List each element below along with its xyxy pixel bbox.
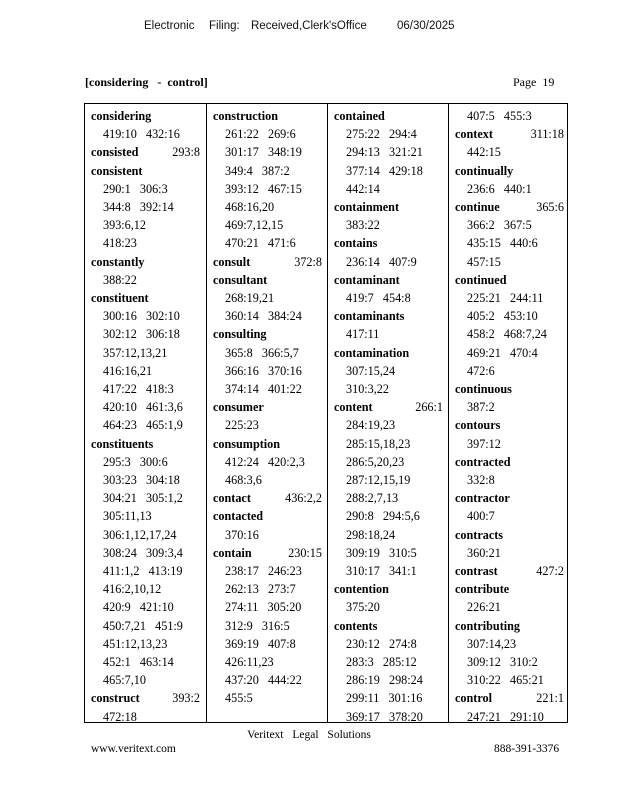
page-line-refs: 230:12 274:8: [346, 636, 417, 651]
index-ref-line: [449, 708, 576, 726]
page-number: Page 19: [513, 75, 555, 89]
index-term: [328, 344, 443, 362]
index-ref-line: [85, 380, 212, 398]
index-term: [85, 143, 200, 161]
page-line-refs: 300:16 302:10: [103, 309, 180, 324]
term-label: contours: [455, 418, 501, 433]
index-ref-line: [207, 143, 334, 161]
inline-page-ref: 393:2: [172, 691, 200, 706]
page-line-refs: 465:7,10: [103, 673, 146, 688]
page-line-refs: 286:19 298:24: [346, 673, 423, 688]
term-label: consistent: [91, 163, 143, 178]
index-ref-line: [328, 143, 455, 161]
term-label: contains: [334, 236, 378, 251]
page-line-refs: 374:14 401:22: [225, 382, 302, 396]
page-line-refs: 236:6 440:1: [467, 181, 532, 196]
index-ref-line: [85, 344, 212, 362]
term-label: constantly: [91, 254, 145, 269]
page-line-refs: 309:12 310:2: [467, 655, 538, 669]
index-column-4: [448, 104, 569, 722]
index-ref-line: [85, 562, 212, 580]
index-column-1: [85, 104, 206, 722]
page-line-refs: 470:21 471:6: [225, 236, 296, 251]
term-label: contact: [213, 491, 251, 506]
page-line-refs: 375:20: [346, 600, 380, 615]
index-ref-line: [328, 653, 455, 671]
index-ref-line: [207, 453, 334, 471]
page-line-refs: 393:12 467:15: [225, 181, 302, 196]
index-ref-line: [328, 489, 455, 507]
index-ref-line: [207, 617, 334, 635]
index-term: [85, 162, 200, 180]
term-label: continually: [455, 163, 514, 178]
page-line-refs: 472:18: [103, 709, 137, 724]
page-line-refs: 301:17 348:19: [225, 145, 302, 160]
inline-page-ref: 311:18: [530, 127, 564, 142]
page-line-refs: 393:6,12: [103, 218, 146, 233]
page-line-refs: 344:8 392:14: [103, 200, 174, 214]
page-line-refs: 247:21 291:10: [467, 709, 544, 724]
index-ref-line: [449, 289, 576, 307]
page-line-refs: 418:23: [103, 236, 137, 251]
index-ref-line: [328, 689, 455, 707]
index-ref-line: [328, 453, 455, 471]
term-label: context: [455, 127, 493, 142]
term-label: consisted: [91, 145, 139, 160]
page-line-refs: 294:13 321:21: [346, 145, 423, 160]
index-ref-line: [85, 653, 212, 671]
term-label: contaminant: [334, 272, 400, 287]
index-ref-line: [449, 107, 576, 125]
index-ref-line: [207, 125, 334, 143]
term-label: consumer: [213, 400, 264, 415]
page-line-refs: 417:11: [346, 327, 380, 342]
index-ref-line: [207, 416, 334, 434]
index-ref-line: [449, 307, 576, 325]
page-line-refs: 309:19 310:5: [346, 545, 417, 560]
page-line-refs: 299:11 301:16: [346, 691, 423, 706]
index-table: [84, 103, 568, 723]
index-ref-line: [85, 307, 212, 325]
page-line-refs: 262:13 273:7: [225, 582, 296, 597]
page-line-refs: 366:16 370:16: [225, 363, 302, 378]
index-ref-line: [449, 471, 576, 489]
term-label: containment: [334, 200, 399, 214]
page-line-refs: 305:11,13: [103, 509, 152, 524]
index-term: [85, 689, 200, 707]
page-line-refs: 442:14: [346, 181, 380, 196]
page-line-refs: 284:19,23: [346, 418, 396, 433]
term-label: contrast: [455, 564, 498, 578]
page-line-refs: 426:11,23: [225, 655, 274, 669]
page-line-refs: 388:22: [103, 272, 137, 287]
index-term: [328, 234, 443, 252]
term-label: consulting: [213, 327, 267, 342]
index-ref-line: [207, 180, 334, 198]
index-ref-line: [85, 598, 212, 616]
index-ref-line: [85, 617, 212, 635]
index-ref-line: [85, 398, 212, 416]
page-line-refs: 452:1 463:14: [103, 655, 174, 669]
index-ref-line: [207, 471, 334, 489]
term-label: contamination: [334, 345, 410, 360]
index-term: [85, 107, 200, 125]
index-ref-line: [328, 507, 455, 525]
index-ref-line: [207, 289, 334, 307]
term-label: constituents: [91, 436, 154, 451]
index-term: [328, 198, 443, 216]
index-ref-line: [85, 526, 212, 544]
index-term: [449, 271, 564, 289]
page-line-refs: 420:9 421:10: [103, 600, 174, 615]
index-term: [449, 562, 564, 580]
page-line-refs: 468:3,6: [225, 473, 262, 487]
index-term: [449, 380, 564, 398]
index-term: [207, 489, 322, 507]
index-ref-line: [449, 143, 576, 161]
inline-page-ref: 293:8: [172, 145, 200, 160]
index-ref-line: [449, 544, 576, 562]
page-line-refs: 420:10 461:3,6: [103, 400, 183, 415]
index-term: [207, 507, 322, 525]
page-line-refs: 226:21: [467, 600, 501, 615]
index-column-3: [327, 104, 448, 722]
page-line-refs: 468:16,20: [225, 200, 275, 214]
page-line-refs: 306:1,12,17,24: [103, 527, 177, 542]
index-ref-line: [328, 471, 455, 489]
index-ref-line: [207, 671, 334, 689]
index-ref-line: [328, 125, 455, 143]
index-ref-line: [449, 635, 576, 653]
page-line-refs: 365:8 366:5,7: [225, 345, 299, 360]
term-label: contribute: [455, 582, 510, 597]
index-term: [328, 107, 443, 125]
inline-page-ref: 221:1: [536, 691, 564, 706]
term-label: contained: [334, 109, 385, 123]
index-ref-line: [449, 653, 576, 671]
page-line-refs: 298:18,24: [346, 527, 396, 542]
index-ref-line: [207, 598, 334, 616]
index-ref-line: [207, 562, 334, 580]
index-range: [considering - control]: [85, 75, 208, 89]
index-ref-line: [207, 344, 334, 362]
index-term: [449, 453, 564, 471]
term-label: constituent: [91, 291, 149, 305]
index-ref-line: [85, 708, 212, 726]
index-term: [449, 580, 564, 598]
page-line-refs: 416:2,10,12: [103, 582, 162, 597]
page-line-refs: 332:8: [467, 473, 495, 487]
page-line-refs: 307:14,23: [467, 636, 517, 651]
index-term: [449, 526, 564, 544]
term-label: contributing: [455, 618, 521, 633]
index-ref-line: [207, 234, 334, 252]
page-line-refs: 225:21 244:11: [467, 291, 544, 305]
page-line-refs: 469:7,12,15: [225, 218, 284, 233]
index-term: [328, 307, 443, 325]
page-line-refs: 464:23 465:1,9: [103, 418, 183, 433]
index-ref-line: [207, 580, 334, 598]
page-line-refs: 238:17 246:23: [225, 564, 302, 578]
term-label: contention: [334, 582, 389, 597]
index-ref-line: [328, 289, 455, 307]
index-ref-line: [85, 325, 212, 343]
inline-page-ref: 230:15: [288, 545, 322, 560]
term-label: control: [455, 691, 493, 706]
index-ref-line: [207, 380, 334, 398]
stamp-date: 06/30/2025: [397, 20, 455, 32]
page-line-refs: 366:2 367:5: [467, 218, 532, 233]
index-ref-line: [207, 653, 334, 671]
page-line-refs: 308:24 309:3,4: [103, 545, 183, 560]
page-line-refs: 419:7 454:8: [346, 291, 411, 305]
footer-phone: 888-391-3376: [494, 743, 560, 755]
page-line-refs: 397:12: [467, 436, 501, 451]
page-line-refs: 435:15 440:6: [467, 236, 538, 251]
page-line-refs: 312:9 316:5: [225, 618, 290, 633]
index-ref-line: [328, 380, 455, 398]
page-line-refs: 377:14 429:18: [346, 163, 423, 178]
index-column-2: [206, 104, 327, 722]
page-line-refs: 417:22 418:3: [103, 382, 174, 396]
index-term: [328, 271, 443, 289]
page-line-refs: 407:5 455:3: [467, 109, 532, 123]
index-ref-line: [328, 253, 455, 271]
term-label: contain: [213, 545, 252, 560]
index-ref-line: [207, 362, 334, 380]
term-label: contractor: [455, 491, 510, 506]
index-ref-line: [449, 234, 576, 252]
index-ref-line: [207, 162, 334, 180]
index-ref-line: [85, 180, 212, 198]
index-ref-line: [328, 526, 455, 544]
index-term: [328, 398, 443, 416]
index-ref-line: [449, 598, 576, 616]
page-line-refs: 400:7: [467, 509, 495, 524]
page-line-refs: 419:10 432:16: [103, 127, 180, 142]
index-ref-line: [449, 435, 576, 453]
page-line-refs: 412:24 420:2,3: [225, 454, 305, 469]
index-ref-line: [207, 635, 334, 653]
term-label: continue: [455, 200, 500, 214]
index-ref-line: [85, 453, 212, 471]
term-label: contracted: [455, 454, 511, 469]
index-ref-line: [207, 307, 334, 325]
page-line-refs: 310:22 465:21: [467, 673, 544, 688]
index-term: [85, 289, 200, 307]
inline-page-ref: 372:8: [294, 254, 322, 269]
page-line-refs: 455:5: [225, 691, 253, 706]
page-line-refs: 303:23 304:18: [103, 473, 180, 487]
page-line-refs: 458:2 468:7,24: [467, 327, 547, 342]
index-ref-line: [328, 216, 455, 234]
index-term: [207, 107, 322, 125]
page-line-refs: 285:15,18,23: [346, 436, 411, 451]
page-line-refs: 469:21 470:4: [467, 345, 538, 360]
index-term: [449, 198, 564, 216]
index-term: [207, 398, 322, 416]
footer-company: Veritext Legal Solutions: [247, 729, 371, 741]
index-ref-line: [85, 671, 212, 689]
index-ref-line: [328, 180, 455, 198]
index-term: [449, 689, 564, 707]
term-label: construction: [213, 109, 278, 123]
page-line-refs: 286:5,20,23: [346, 454, 405, 469]
page-line-refs: 268:19,21: [225, 291, 275, 305]
index-term: [449, 416, 564, 434]
page-line-refs: 457:15: [467, 254, 501, 269]
index-ref-line: [328, 635, 455, 653]
page-line-refs: 360:14 384:24: [225, 309, 302, 324]
index-ref-line: [449, 344, 576, 362]
stamp-electronic: Electronic: [144, 20, 195, 32]
index-term: [328, 580, 443, 598]
index-ref-line: [449, 398, 576, 416]
index-term: [207, 325, 322, 343]
index-term: [449, 617, 564, 635]
page-line-refs: 290:8 294:5,6: [346, 509, 420, 524]
page-line-refs: 349:4 387:2: [225, 163, 290, 178]
page-line-refs: 261:22 269:6: [225, 127, 296, 142]
page-line-refs: 416:16,21: [103, 363, 153, 378]
page-line-refs: 442:15: [467, 145, 501, 160]
index-ref-line: [85, 362, 212, 380]
index-ref-line: [85, 216, 212, 234]
stamp-filing: Filing:: [209, 20, 240, 32]
index-ref-line: [328, 435, 455, 453]
index-term: [207, 271, 322, 289]
index-ref-line: [85, 489, 212, 507]
term-label: contaminants: [334, 309, 405, 324]
page-line-refs: 283:3 285:12: [346, 655, 417, 669]
index-ref-line: [207, 526, 334, 544]
index-ref-line: [85, 580, 212, 598]
index-ref-line: [449, 507, 576, 525]
page-line-refs: 310:3,22: [346, 382, 389, 396]
term-label: contents: [334, 618, 378, 633]
index-ref-line: [85, 234, 212, 252]
term-label: construct: [91, 691, 140, 706]
index-ref-line: [85, 416, 212, 434]
page-line-refs: 274:11 305:20: [225, 600, 302, 615]
term-label: contacted: [213, 509, 264, 524]
page-line-refs: 287:12,15,19: [346, 473, 411, 487]
index-ref-line: [85, 198, 212, 216]
page-line-refs: 437:20 444:22: [225, 673, 302, 688]
index-ref-line: [207, 198, 334, 216]
term-label: considering: [91, 109, 152, 123]
index-ref-line: [449, 180, 576, 198]
page-line-refs: 225:23: [225, 418, 259, 433]
index-term: [449, 162, 564, 180]
inline-page-ref: 266:1: [415, 400, 443, 415]
term-label: continued: [455, 272, 507, 287]
index-term: [207, 435, 322, 453]
index-ref-line: [207, 216, 334, 234]
page-line-refs: 302:12 306:18: [103, 327, 180, 342]
page-line-refs: 369:17 378:20: [346, 709, 423, 724]
index-ref-line: [449, 216, 576, 234]
index-ref-line: [85, 507, 212, 525]
page-line-refs: 304:21 305:1,2: [103, 491, 183, 506]
index-term: [85, 253, 200, 271]
page-line-refs: 357:12,13,21: [103, 345, 168, 360]
term-label: consumption: [213, 436, 281, 451]
page-line-refs: 275:22 294:4: [346, 127, 417, 142]
page-line-refs: 387:2: [467, 400, 495, 415]
index-ref-line: [328, 598, 455, 616]
term-label: continuous: [455, 382, 512, 396]
page-line-refs: 370:16: [225, 527, 259, 542]
index-term: [207, 253, 322, 271]
inline-page-ref: 427:2: [536, 564, 564, 578]
page-line-refs: 236:14 407:9: [346, 254, 417, 269]
index-ref-line: [328, 562, 455, 580]
index-ref-line: [328, 544, 455, 562]
page-line-refs: 307:15,24: [346, 363, 396, 378]
term-label: content: [334, 400, 373, 415]
index-term: [449, 489, 564, 507]
page-line-refs: 288:2,7,13: [346, 491, 399, 506]
page-line-refs: 290:1 306:3: [103, 181, 168, 196]
index-ref-line: [449, 325, 576, 343]
index-term: [207, 544, 322, 562]
index-ref-line: [449, 253, 576, 271]
index-ref-line: [85, 544, 212, 562]
page-line-refs: 310:17 341:1: [346, 564, 417, 578]
index-ref-line: [328, 325, 455, 343]
footer-website: www.veritext.com: [91, 743, 176, 755]
page-line-refs: 405:2 453:10: [467, 309, 538, 324]
index-ref-line: [207, 689, 334, 707]
page-line-refs: 383:22: [346, 218, 380, 233]
page-line-refs: 411:1,2 413:19: [103, 564, 183, 578]
index-ref-line: [85, 271, 212, 289]
index-ref-line: [449, 362, 576, 380]
index-ref-line: [85, 635, 212, 653]
index-ref-line: [449, 671, 576, 689]
index-ref-line: [328, 671, 455, 689]
page-line-refs: 451:12,13,23: [103, 636, 168, 651]
page-line-refs: 295:3 300:6: [103, 454, 168, 469]
index-ref-line: [328, 416, 455, 434]
index-ref-line: [85, 125, 212, 143]
index-term: [449, 125, 564, 143]
index-ref-line: [328, 362, 455, 380]
inline-page-ref: 436:2,2: [285, 491, 322, 506]
index-ref-line: [328, 162, 455, 180]
page-line-refs: 472:6: [467, 363, 495, 378]
index-term: [328, 617, 443, 635]
filing-stamp: [0, 20, 618, 36]
index-ref-line: [85, 471, 212, 489]
inline-page-ref: 365:6: [536, 200, 564, 214]
page-line-refs: 450:7,21 451:9: [103, 618, 183, 633]
term-label: contracts: [455, 527, 504, 542]
stamp-received: Received,Clerk'sOffice: [251, 20, 367, 32]
term-label: consultant: [213, 272, 268, 287]
index-term: [85, 435, 200, 453]
index-ref-line: [328, 708, 455, 726]
page-line-refs: 360:21: [467, 545, 501, 560]
term-label: consult: [213, 254, 251, 269]
page-line-refs: 369:19 407:8: [225, 636, 296, 651]
